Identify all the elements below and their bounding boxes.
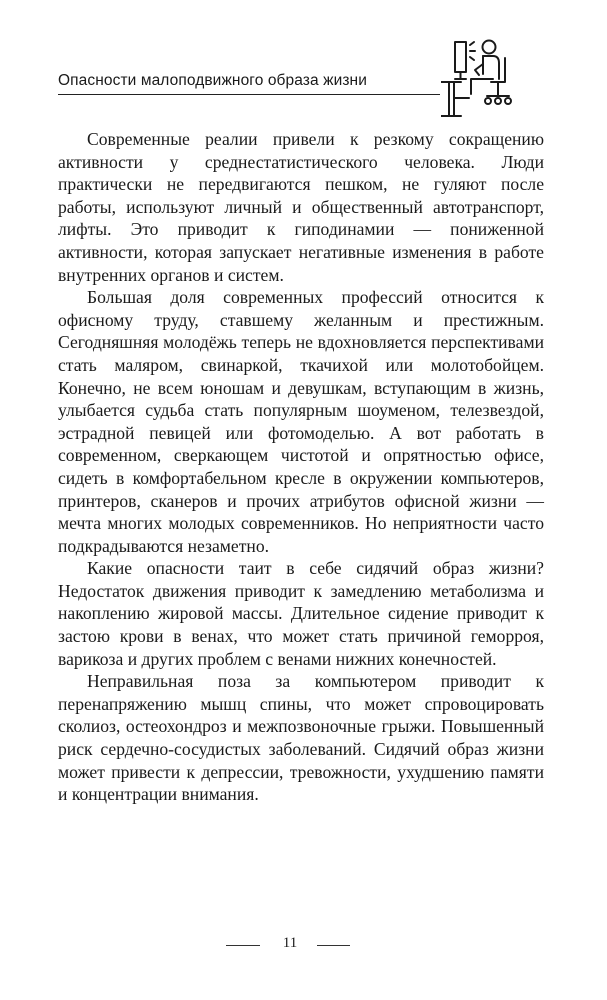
header-rule [58,94,440,95]
paragraph-4: Неправильная поза за компьютером приводит к перенапряжению мышц спины, что может спровоцировать сколиоз, остеохондроз и межпозвоночные грыжи. Повышенный риск сердечно-сосудистых заболеваний. Сидячий образ жизни может привести к депрессии, тревожности, ухудшению памяти и концентрации внимания. [58,671,544,805]
paragraph-3: Какие опасности таит в себе сидячий образ жизни? Недостаток движения приводит к замедлению метаболизма и накоплению жировой массы. Длительное сидение приводит к застою крови в венах, что может стать причиной геморроя, варикоза и других проблем с венами нижних конечностей. [58,558,544,669]
office-worker-at-computer-icon [441,36,529,118]
running-header [58,66,440,96]
running-header-title: Опасности малоподвижного образа жизни [58,72,367,89]
paragraph-2: Большая доля современных профессий относится к офисному труду, ставшему желанным и престижным. Сегодняшняя молодёжь теперь не вдохновляется перспективами стать маляром, свинаркой, ткачихой или молотобойцем. Конечно, не всем юношам и девушкам, вступающим в жизнь, улыбается судьба стать популярным шоуменом, телезвездой, эстрадной певицей или фотомоделью. А вот работать в современном, сверкающем чистотой и опрятностью офисе, сидеть в комфортабельном кресле в окружении компьютеров, принтеров, сканеров и прочих атрибутов офисной жизни — мечта многих молодых современников. Но неприятности часто подкрадываются незаметно. [58,287,544,556]
body-text [58,128,544,806]
page-footer [0,934,607,954]
footer-line-right [317,945,350,946]
page-number: 11 [282,935,298,951]
paragraph-1: Современные реалии привели к резкому сокращению активности у среднестатистического человека. Люди практически не передвигаются пешком, не гуляют после работы, используют личный и общественный автотранспорт, лифты. Это приводит к гиподинамии — пониженной активности, которая запускает негативные изменения в работе внутренних органов и систем. [58,129,544,285]
footer-line-left [226,945,260,946]
